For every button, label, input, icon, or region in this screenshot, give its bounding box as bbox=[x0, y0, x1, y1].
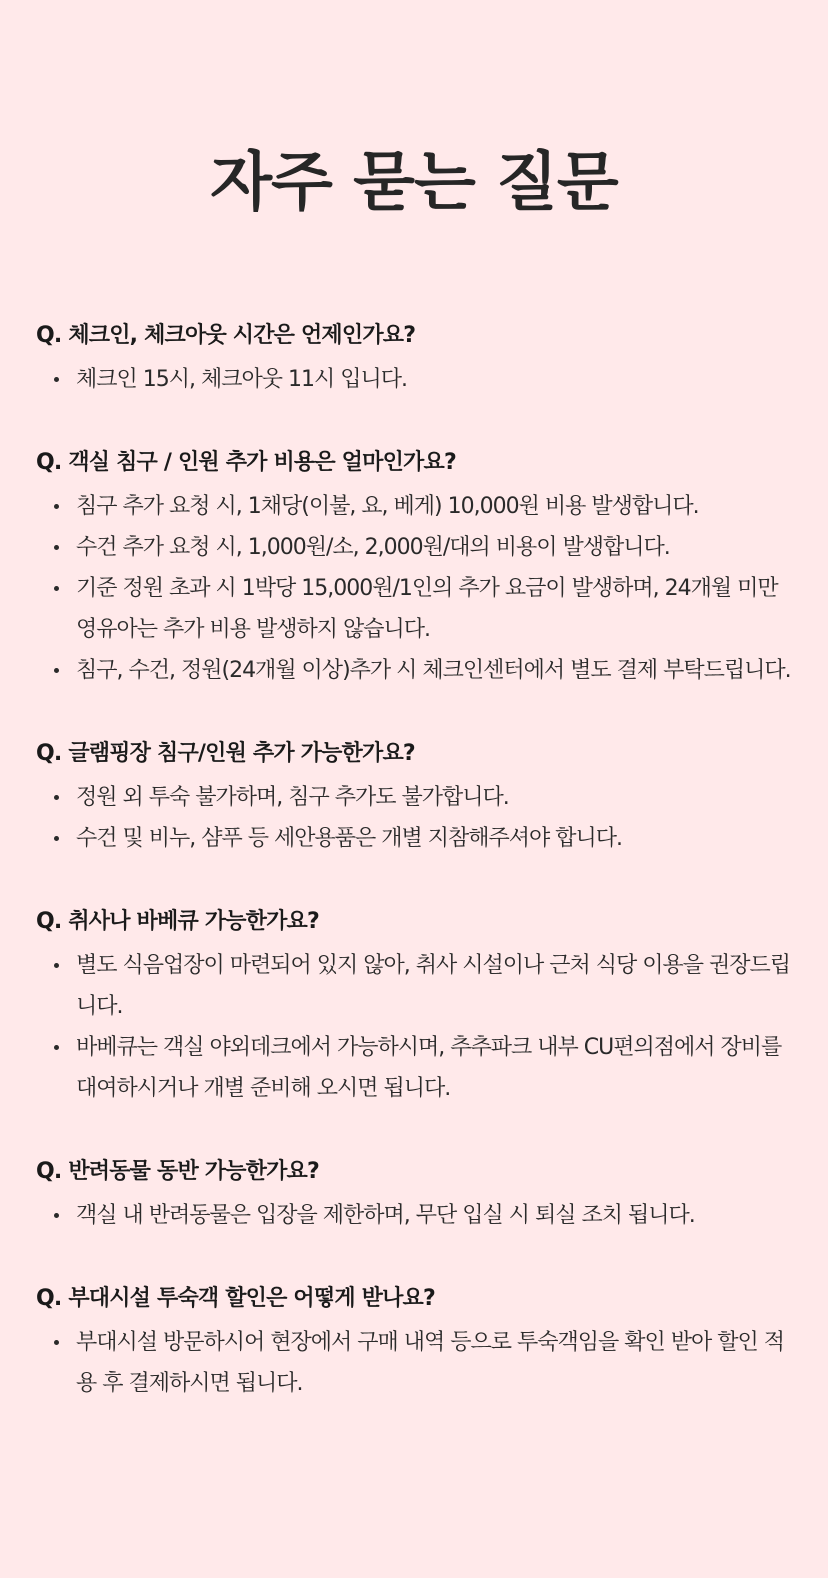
faq-answer-item: 객실 내 반려동물은 입장을 제한하며, 무단 입실 시 퇴실 조치 됩니다. bbox=[36, 1195, 792, 1236]
faq-answer-list bbox=[36, 359, 792, 400]
faq-answer-item: 바베큐는 객실 야외데크에서 가능하시며, 추추파크 내부 CU편의점에서 장비를 대여하시거나 개별 준비해 오시면 됩니다. bbox=[36, 1027, 792, 1109]
faq-item-guest-discount bbox=[36, 1279, 792, 1404]
faq-item-glamping-extra bbox=[36, 734, 792, 859]
faq-answer-list bbox=[36, 1195, 792, 1236]
faq-answer-item: 수건 및 비누, 샴푸 등 세안용품은 개별 지참해주셔야 합니다. bbox=[36, 818, 792, 859]
faq-answer-item: 침구, 수건, 정원(24개월 이상)추가 시 체크인센터에서 별도 결제 부탁드립니다. bbox=[36, 650, 792, 691]
faq-item-checkin-time bbox=[36, 316, 792, 400]
faq-question: Q. 글램핑장 침구/인원 추가 가능한가요? bbox=[36, 741, 415, 766]
faq-item-extra-cost bbox=[36, 443, 792, 691]
faq-list bbox=[36, 316, 792, 1404]
faq-question: Q. 체크인, 체크아웃 시간은 언제인가요? bbox=[36, 323, 416, 348]
faq-answer-item: 침구 추가 요청 시, 1채당(이불, 요, 베게) 10,000원 비용 발생합니다. bbox=[36, 486, 792, 527]
faq-answer-item: 부대시설 방문하시어 현장에서 구매 내역 등으로 투숙객임을 확인 받아 할인 적용 후 결제하시면 됩니다. bbox=[36, 1322, 792, 1404]
faq-answer-list bbox=[36, 1322, 792, 1404]
faq-answer-item: 별도 식음업장이 마련되어 있지 않아, 취사 시설이나 근처 식당 이용을 권장드립니다. bbox=[36, 945, 792, 1027]
faq-question: Q. 반려동물 동반 가능한가요? bbox=[36, 1159, 319, 1184]
faq-answer-list bbox=[36, 945, 792, 1109]
faq-question: Q. 부대시설 투숙객 할인은 어떻게 받나요? bbox=[36, 1286, 435, 1311]
faq-question: Q. 취사나 바베큐 가능한가요? bbox=[36, 909, 319, 934]
faq-answer-item: 수건 추가 요청 시, 1,000원/소, 2,000원/대의 비용이 발생합니다. bbox=[36, 527, 792, 568]
faq-answer-list bbox=[36, 777, 792, 859]
faq-answer-item: 기준 정원 초과 시 1박당 15,000원/1인의 추가 요금이 발생하며, 24개월 미만 영유아는 추가 비용 발생하지 않습니다. bbox=[36, 568, 792, 650]
faq-question: Q. 객실 침구 / 인원 추가 비용은 얼마인가요? bbox=[36, 450, 456, 475]
faq-item-cooking-bbq bbox=[36, 902, 792, 1109]
faq-answer-item: 정원 외 투숙 불가하며, 침구 추가도 불가합니다. bbox=[36, 777, 792, 818]
faq-answer-list bbox=[36, 486, 792, 691]
page-title: 자주 묻는 질문 bbox=[210, 146, 618, 220]
faq-answer-item: 체크인 15시, 체크아웃 11시 입니다. bbox=[36, 359, 792, 400]
faq-item-pets bbox=[36, 1152, 792, 1236]
